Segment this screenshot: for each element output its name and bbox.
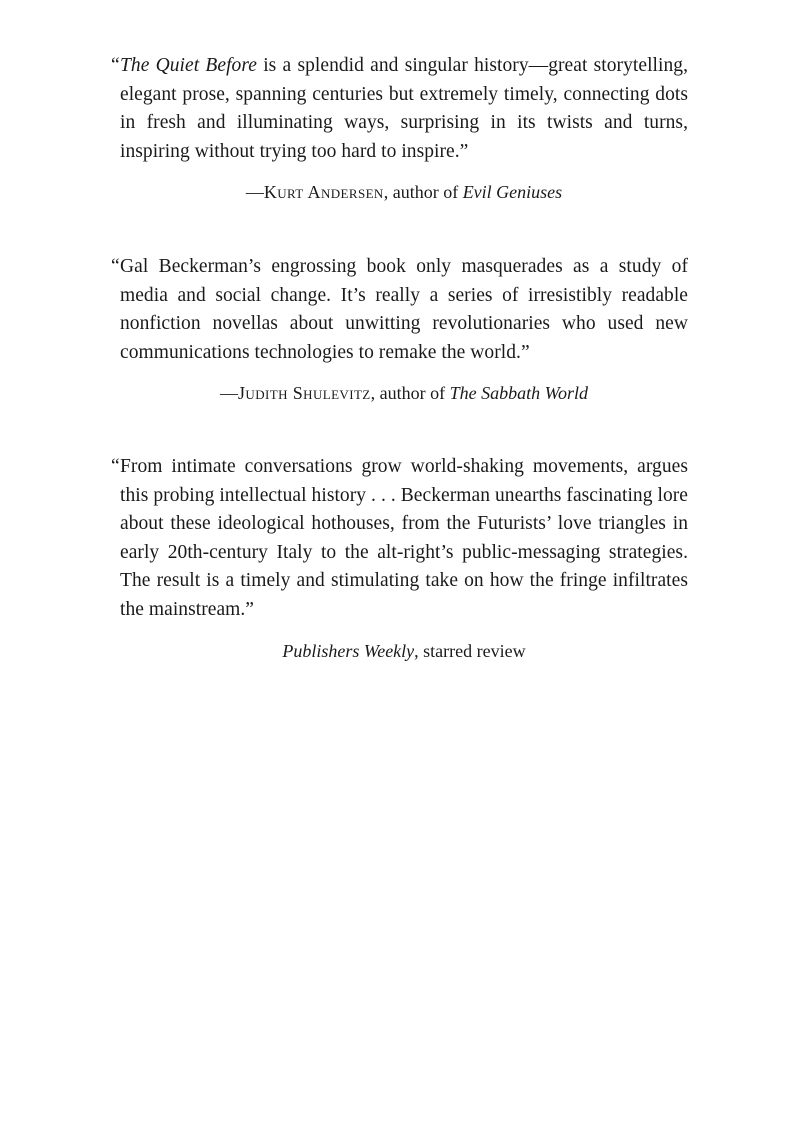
- review-note: , starred review: [414, 640, 526, 661]
- author-book-title: Evil Geniuses: [462, 182, 563, 203]
- author-name: Kurt Andersen: [263, 182, 384, 203]
- quote-text: “Gal Beckerman’s engrossing book only masquerades as a study of media and social change. It’s really a series of irresistibly readable nonfiction novellas about unwitting revolutionaries who used new communications technologies to remake the world.”: [111, 256, 688, 363]
- quote-body: is a splendid and singular history—great storytelling, elegant prose, spanning centuries but extremely timely, connecting dots in fresh and illuminating ways, surprising in its twists and turns, inspiring without trying too hard to inspire.”: [120, 55, 688, 162]
- attribution: [120, 179, 688, 205]
- quote-text: “From intimate conversations grow world-shaking movements, argues this probing intellectual history . . . Beckerman unearths fascinating lore about these ideological hothouses, from the Futurists’ love triangles in early 20th-century Italy to the alt-right’s public-messaging strategies. The result is a timely and stimulating take on how the fringe infiltrates the mainstream.”: [111, 456, 688, 620]
- author-of-text: , author of: [383, 182, 463, 203]
- publication-name: Publishers Weekly: [282, 640, 415, 661]
- blurb-publishers-weekly: [111, 453, 688, 664]
- quoted-book-title: The Quiet Before: [120, 55, 257, 76]
- author-book-title: The Sabbath World: [449, 383, 588, 404]
- blurb-kurt-andersen: [111, 52, 688, 205]
- attribution-dash: —: [220, 383, 239, 404]
- attribution-dash: —: [245, 182, 264, 203]
- attribution: [120, 638, 688, 664]
- quote-body: Gal Beckerman’s engrossing book only masquerades as a study of media and social change. It’s really a series of irresistibly readable nonfiction novellas about unwitting revolutionaries who used new communications technologies to remake the world.”: [120, 256, 688, 363]
- attribution: [120, 380, 688, 406]
- author-of-text: , author of: [370, 383, 450, 404]
- blurb-judith-shulevitz: [111, 253, 688, 406]
- author-name: Judith Shulevitz: [238, 383, 371, 404]
- quote-text: “The Quiet Before is a splendid and singular history—great storytelling, elegant prose, spanning centuries but extremely timely, connecting dots in fresh and illuminating ways, surprising in its twists and turns, inspiring without trying too hard to inspire.”: [111, 55, 688, 162]
- quote-body: From intimate conversations grow world-shaking movements, argues this probing intellectual history . . . Beckerman unearths fascinating lore about these ideological hothouses, from the Futurists’ love triangles in early 20th-century Italy to the alt-right’s public-messaging strategies. The result is a timely and stimulating take on how the fringe infiltrates the mainstream.”: [120, 456, 688, 620]
